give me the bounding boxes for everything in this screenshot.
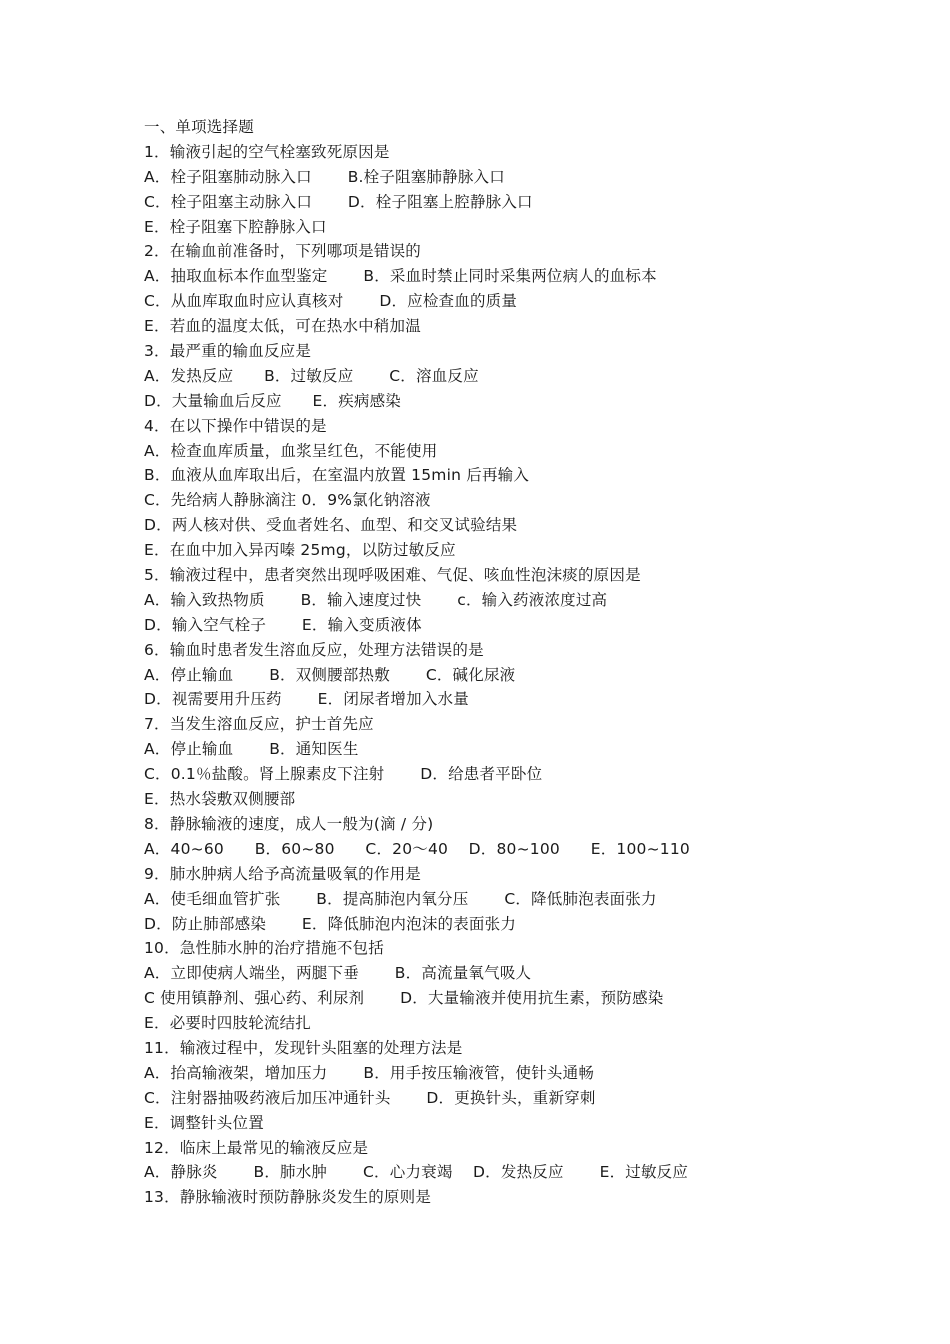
- question-line: 1．输液引起的空气栓塞致死原因是: [144, 142, 390, 161]
- question-list: [144, 140, 864, 1210]
- question-line: A．发热反应 B．过敏反应 C．溶血反应: [144, 366, 479, 385]
- question-line: 3．最严重的输血反应是: [144, 342, 312, 361]
- question-line: 4．在以下操作中错误的是: [144, 416, 327, 435]
- question-line: 9．肺水肿病人给予高流量吸氧的作用是: [144, 864, 421, 883]
- question-line: A．检查血库质量，血浆呈红色，不能使用: [144, 441, 438, 460]
- question-line: D．视需要用升压药 E．闭尿者增加入水量: [144, 690, 469, 709]
- section-title: 一、单项选择题: [144, 118, 254, 136]
- question-line: A．静脉炎 B．肺水肿 C．心力衰竭 D．发热反应 E．过敏反应: [144, 1163, 689, 1182]
- question-line: A．抽取血标本作血型鉴定 B．采血时禁止同时采集两位病人的血标本: [144, 267, 657, 286]
- question-line: A．抬高输液架，增加压力 B．用手按压输液管，使针头通畅: [144, 1063, 595, 1082]
- question-line: 13．静脉输液时预防静脉炎发生的原则是: [144, 1188, 432, 1207]
- question-line: 12．临床上最常见的输液反应是: [144, 1138, 369, 1157]
- question-line: 6．输血时患者发生溶血反应，处理方法错误的是: [144, 640, 484, 659]
- question-line: E．必要时四肢轮流结扎: [144, 1014, 311, 1033]
- question-line: D．防止肺部感染 E．降低肺泡内泡沫的表面张力: [144, 914, 517, 933]
- question-line: 8．静脉输液的速度，成人一般为(滴 / 分): [144, 814, 434, 833]
- question-line: C．从血库取血时应认真核对 D．应检查血的质量: [144, 292, 518, 311]
- question-line: 5．输液过程中，患者突然出现呼吸困难、气促、咳血性泡沫痰的原因是: [144, 566, 641, 585]
- question-line: 7．当发生溶血反应，护士首先应: [144, 715, 374, 734]
- document-body: [144, 115, 864, 1210]
- question-line: A．停止输血 B．双侧腰部热敷 C．碱化尿液: [144, 665, 516, 684]
- question-line: E．在血中加入异丙嗪 25mg，以防过敏反应: [144, 541, 456, 560]
- question-line: C．0.1％盐酸。肾上腺素皮下注射 D．给患者平卧位: [144, 765, 543, 784]
- question-line: D．输入空气栓子 E．输入变质液体: [144, 615, 422, 634]
- question-line: D．两人核对供、受血者姓名、血型、和交叉试验结果: [144, 516, 518, 535]
- question-line: E．调整针头位置: [144, 1113, 264, 1132]
- question-line: C．注射器抽吸药液后加压冲通针头 D．更换针头，重新穿刺: [144, 1088, 596, 1107]
- question-line: C 使用镇静剂、强心药、利尿剂 D．大量输液并使用抗生素，预防感染: [144, 989, 664, 1008]
- question-line: A．40~60 B．60~80 C．20～40 D．80~100 E．100~110: [144, 839, 690, 858]
- question-line: A．栓子阻塞肺动脉入口 B.栓子阻塞肺静脉入口: [144, 167, 505, 186]
- question-line: 10．急性肺水肿的治疗措施不包括: [144, 939, 384, 958]
- question-line: A．输入致热物质 B．输入速度过快 c．输入药液浓度过高: [144, 590, 608, 609]
- question-line: A．停止输血 B．通知医生: [144, 740, 359, 759]
- question-line: 11．输液过程中，发现针头阻塞的处理方法是: [144, 1038, 463, 1057]
- question-line: E．热水袋敷双侧腰部: [144, 790, 296, 809]
- question-line: C．栓子阻塞主动脉入口 D．栓子阻塞上腔静脉入口: [144, 192, 533, 211]
- question-line: A．立即使病人端坐，两腿下垂 B．高流量氧气吸人: [144, 964, 532, 983]
- question-line: 2．在输血前准备时，下列哪项是错误的: [144, 242, 421, 261]
- question-line: E．若血的温度太低，可在热水中稍加温: [144, 317, 421, 336]
- question-line: A．使毛细血管扩张 B．提高肺泡内氧分压 C．降低肺泡表面张力: [144, 889, 657, 908]
- question-line: E．栓子阻塞下腔静脉入口: [144, 217, 327, 236]
- question-line: C．先给病人静脉滴注 0．9%氯化钠溶液: [144, 491, 431, 510]
- question-line: B．血液从血库取出后，在室温内放置 15min 后再输入: [144, 466, 530, 485]
- question-line: D．大量输血后反应 E．疾病感染: [144, 391, 401, 410]
